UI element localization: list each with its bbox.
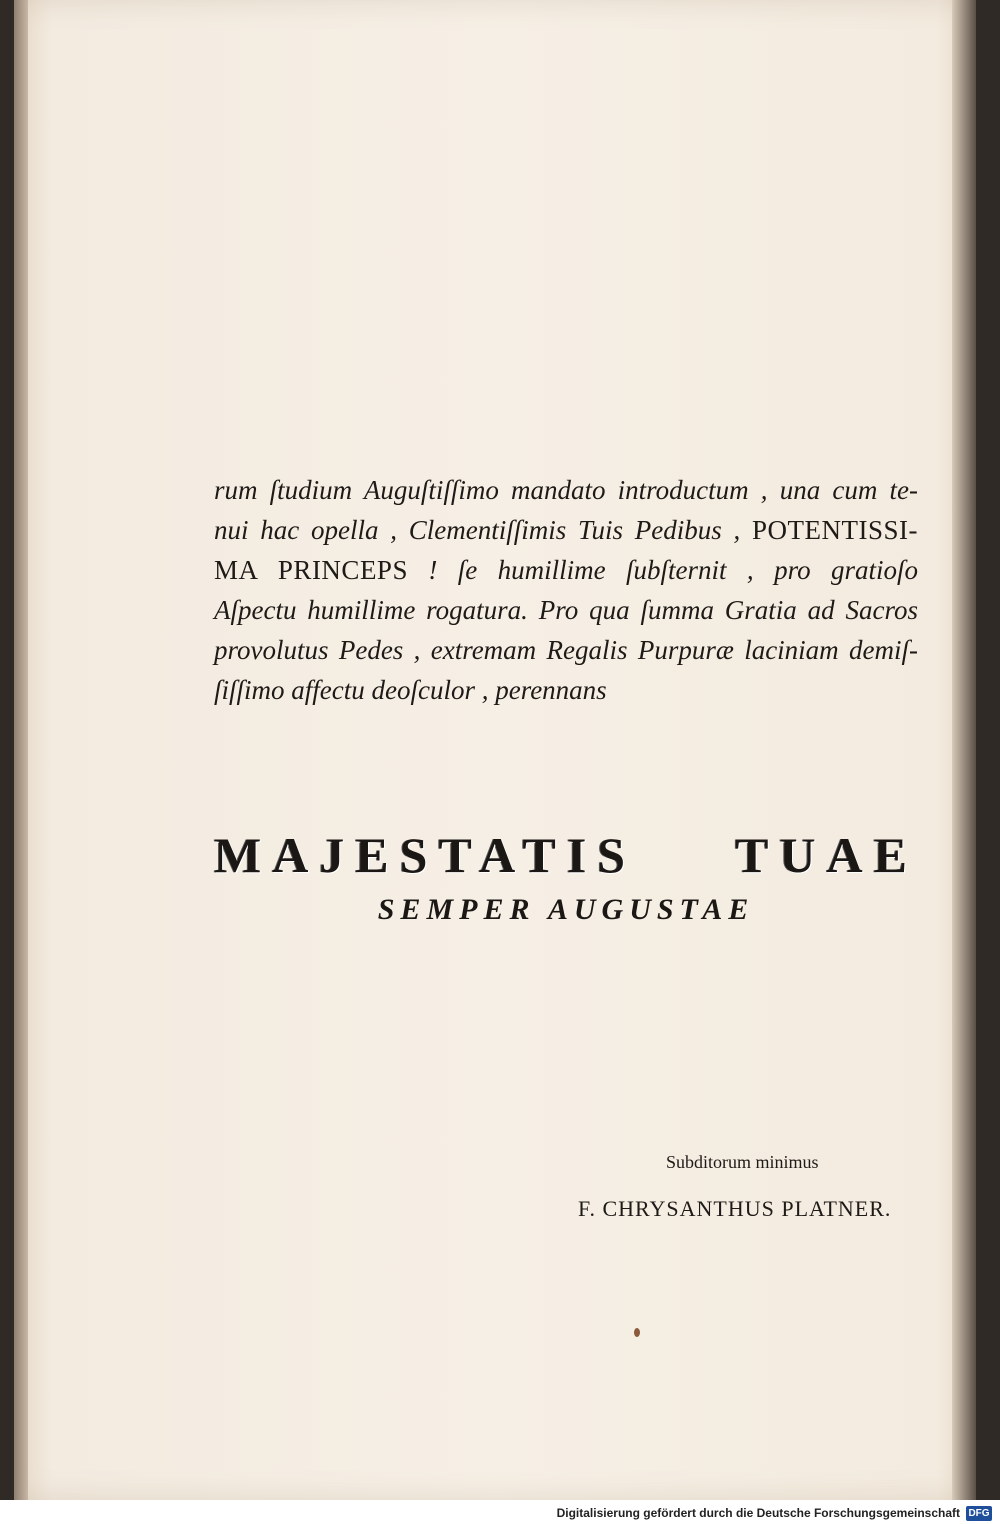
page-binding-edge	[14, 0, 28, 1500]
text-line-4: Aſpectu humillime rogatura. Pro qua ſumma Gratia ad Sacros	[214, 595, 918, 625]
subditorum-line: Subditorum minimus	[666, 1152, 819, 1172]
signature: F. CHRYSANTHUS PLATNER.	[578, 1196, 892, 1221]
potentissima-caps: POTENTISSI-	[752, 515, 918, 545]
page-right-edge	[952, 0, 976, 1500]
text-line-6: ſiſſimo affectu deoſculor , perennans	[214, 675, 607, 705]
majestatis-heading: MAJESTATIS TUAE	[214, 827, 918, 883]
text-line-2	[214, 510, 918, 550]
dfg-logo: DFG	[966, 1506, 992, 1521]
text-line-5: provolutus Pedes , extremam Regalis Purpuræ laciniam demiſ-	[214, 635, 918, 665]
bleed-through-text	[14, 0, 976, 1500]
text-line-3	[214, 550, 918, 590]
text-line-3-italic: ! ſe humillime ſubſternit , pro gratioſo	[407, 555, 918, 585]
footer-bar	[0, 1500, 1000, 1524]
paper-stain	[634, 1328, 640, 1337]
footer-credit: Digitalisierung gefördert durch die Deutsche Forschungsgemeinschaft	[556, 1506, 960, 1520]
semper-augustae-heading: SEMPER AUGUSTAE	[377, 893, 755, 926]
book-page	[14, 0, 976, 1500]
princeps-caps: MA PRINCEPS	[214, 555, 408, 585]
text-line-1: rum ſtudium Auguſtiſſimo mandato introductum , una cum te-	[214, 475, 918, 505]
text-line-2-italic: nui hac opella , Clementiſſimis Tuis Pedibus ,	[214, 515, 752, 545]
